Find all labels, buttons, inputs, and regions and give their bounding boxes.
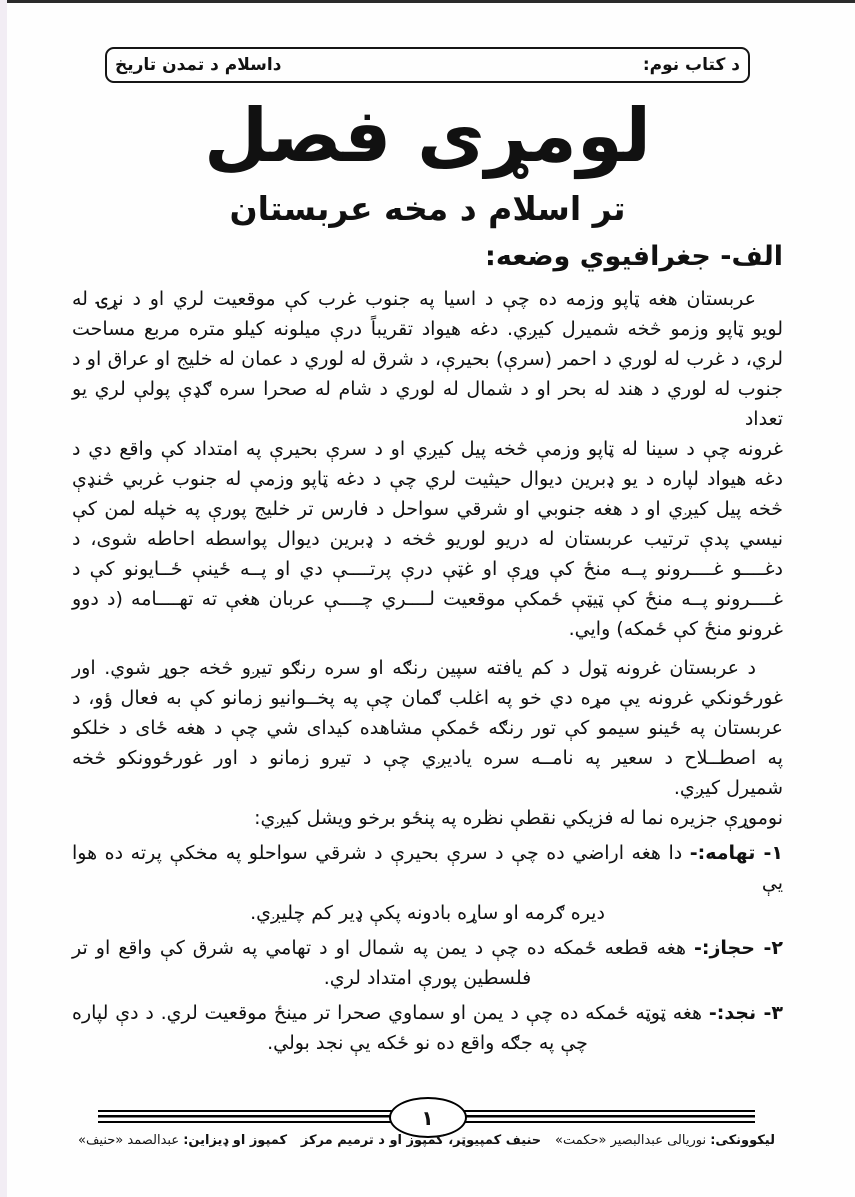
item-2-text: هغه قطعه ځمکه ده چې د یمن په شمال او د تهامي په شرق کې واقع او تر	[72, 937, 686, 959]
paragraph-line: په اصطــلاح د سعیر په نامــه سره یادیږي چې د تیرو زمانو د اور غورځوونکو څخه	[72, 747, 783, 769]
paragraph-line: دغه هیواد لپاره د یو ډبرین دیوال حیثیت لري چې د دغه ټاپو وزمې له جنوب غربي څنډې	[72, 468, 783, 490]
paragraph-line: غرونه چې د سینا له ټاپو وزمې څخه پیل کیږي او د سرې بحیرې په امتداد کې واقع دي د	[72, 438, 783, 460]
paragraph-line: عربستان په ځینو سیمو کې تور رنګه ځمکې مشاهده کیدای شي چې د هغه ځای د خلکو	[72, 717, 783, 739]
item-2-continuation: فلسطین پورې امتداد لري.	[323, 967, 532, 989]
item-3-label: ۳- نجد:-	[708, 1002, 783, 1024]
scan-left-edge-strip	[0, 0, 7, 1197]
paragraph-line: جنوب له لوري د هند له بحر او د شمال له لوري د شام له صحرا سره ګډې پولې لري یو تعداد	[72, 378, 783, 430]
chapter-subtitle: تر اسلام د مخه عربستان	[229, 189, 626, 228]
page-content	[72, 0, 783, 1058]
footer-design-label: کمپوز او ډیزاین:	[183, 1133, 288, 1148]
paragraph-line: نیسي پدې ترتیب عربستان له دریو لوریو څخه د ډبرین دیوال پواسطه احاطه شوی، د	[72, 528, 783, 550]
item-3-text: هغه ټوټه ځمکه ده چې د یمن او سماوي صحرا تر مینځ موقعیت لري. د دې لپاره	[72, 1002, 703, 1024]
paragraph-line: عربستان هغه ټاپو وزمه ده چې د اسیا په جنوب غرب کې موقعیت لري او د نړۍ له	[72, 288, 756, 310]
paragraph-2	[72, 653, 783, 803]
page-number: ۱	[421, 1105, 434, 1130]
item-1-text: دا هغه اراضي ده چې د سرې بحیرې د شرقي سواحلو په مخکې پرته ده هوا یې	[72, 842, 783, 894]
paragraph-line: څخه پیل کیږي او د هغه جنوبي او شرقي سواحل د فارس تر خلیج پورې په خپله لمن کې	[72, 498, 783, 520]
paragraph-line: شمیرل کیږي.	[673, 777, 783, 799]
numbered-item-1	[72, 838, 783, 928]
paragraph-line: غرونو منځ کې ځمکه) وايي.	[568, 618, 783, 640]
footer-author-name: نوریالی عبدالبصیر «حکمت»	[555, 1133, 707, 1148]
paragraph-line: لویو ټاپو وزمو څخه شمیرل کیږي. دغه هیواد تقریباً درې میلونه کیلو متره مربع مساحت	[72, 318, 783, 340]
book-name-value: داسلام د تمدن تاریخ	[115, 55, 282, 75]
item-1-label: ۱- تهامه:-	[689, 842, 783, 864]
book-name-label: د کتاب نوم:	[642, 55, 740, 75]
book-name-header-box	[105, 47, 750, 83]
paragraph-1	[72, 284, 783, 644]
paragraph-line: غورځونکي غرونه یې مړه دي خو په اغلب ګمان چې په پخــوانیو زمانو کې به فعال ؤو، د	[72, 687, 783, 709]
item-2-label: ۲- حجاز:-	[693, 937, 783, 959]
division-intro-line: نوموړې جزیره نما له فزیکي نقطې نظره په پنځو برخو ویشل کیږي:	[254, 807, 783, 829]
section-heading: الف- جغرافیوي وضعه:	[485, 241, 783, 272]
paragraph-line: لري، د غرب له لوري د احمر (سرې) بحیرې، د شرق له لوري د عمان له خلیج او عراق او د	[72, 348, 783, 370]
footer-center-credit: حنیف کمپیوټر، کمپوز او د ترمیم مرکز	[300, 1133, 542, 1148]
paragraph-line: غــــرونو پــه منځ کې ټیټې ځمکې موقعیت لــــري چــــې عربان هغې ته تهــــامه (د دوو	[72, 588, 783, 610]
paragraph-line: دغــــو غــــرونو پــه منځ کې وړې او غټې درې پرتــــې دي او پــه ځینې ځــایونو کې د	[72, 558, 783, 580]
footer	[78, 1130, 775, 1152]
paragraph-line: د عربستان غرونه ټول د کم یافته سپین رنګه او سره رنګو تیږو څخه جوړ شوي. اور	[72, 657, 756, 679]
footer-designer-name: عبدالصمد «حنیف»	[78, 1133, 180, 1148]
item-3-continuation: چې په جګه واقع ده نو ځکه یې نجد بولي.	[267, 1032, 588, 1054]
footer-author	[555, 1130, 775, 1152]
item-1-continuation: دیره ګرمه او ساړه بادونه پکې ډیر کم چلیږي.	[250, 902, 605, 924]
chapter-title: لومړی فصل	[203, 93, 652, 179]
footer-author-label: لیکوونکی:	[710, 1133, 775, 1148]
footer-designer	[78, 1130, 287, 1152]
numbered-item-2	[72, 933, 783, 993]
numbered-item-3	[72, 998, 783, 1058]
